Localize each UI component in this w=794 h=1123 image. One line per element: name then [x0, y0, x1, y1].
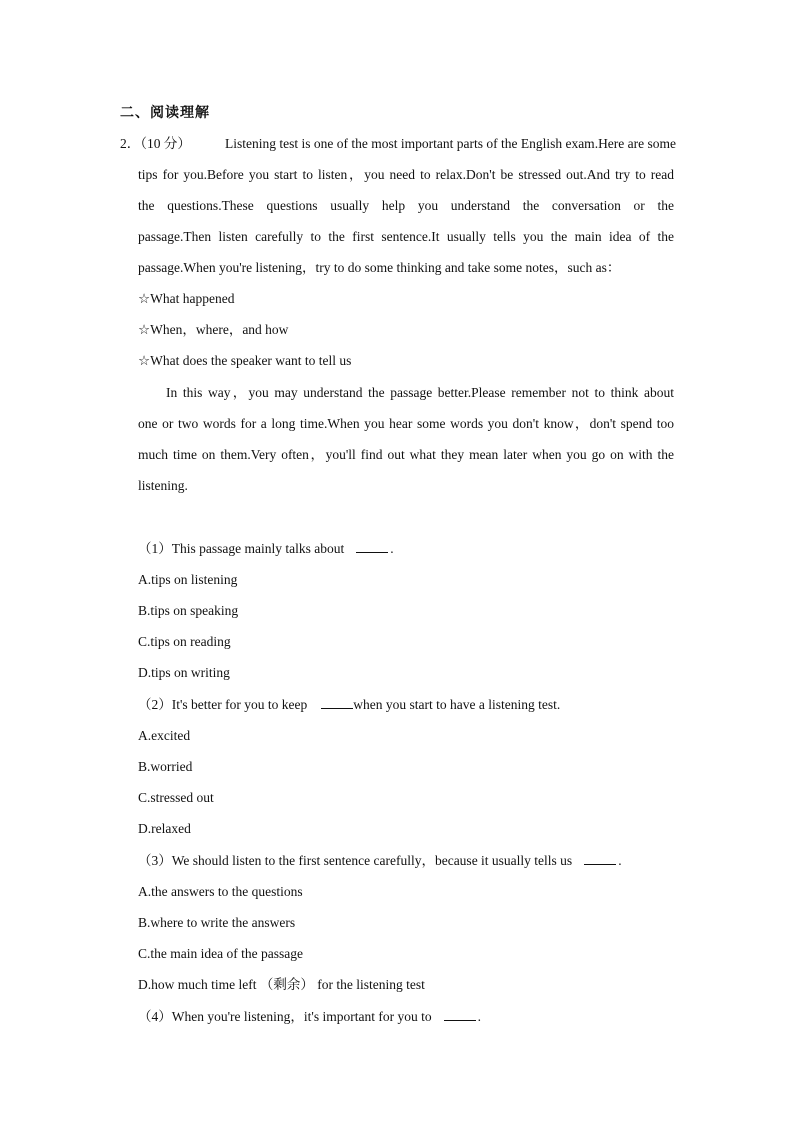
passage-line: one or two words for a long time.When you hear some words you don't know，don't spend too — [138, 416, 674, 431]
passage-line: Listening test is one of the most important parts of the English exam.Here are some — [225, 136, 677, 151]
option: B.where to write the answers — [138, 915, 296, 930]
option: A.the answers to the questions — [138, 884, 303, 899]
sub-question-stem — [138, 539, 394, 559]
option: D.tips on writing — [138, 665, 230, 680]
stem-text: （1）This passage mainly talks about — [138, 541, 345, 556]
question-score: （10 分） — [140, 136, 191, 151]
passage-line: passage.Then listen carefully to the first sentence.It usually tells you the main idea of the — [138, 229, 674, 244]
sub-question-stem — [138, 1007, 481, 1027]
stem-text: . — [618, 853, 622, 868]
passage-line: tips for you.Before you start to listen，you need to relax.Don't be stressed out.And try to read — [138, 167, 674, 182]
passage-line: listening. — [138, 478, 188, 493]
sub-question-stem — [138, 695, 560, 715]
answer-blank — [584, 852, 616, 865]
question-number-label: 2． — [120, 136, 141, 151]
answer-blank — [444, 1008, 476, 1021]
option: A.tips on listening — [138, 572, 238, 587]
option: D.how much time left （剩余） for the listening test — [138, 977, 425, 992]
stem-text: . — [477, 1009, 481, 1024]
passage-line: the questions.These questions usually help you understand the conversation or the — [138, 198, 674, 213]
section-title: 二、阅读理解 — [120, 105, 210, 121]
option: C.stressed out — [138, 790, 214, 805]
option: C.tips on reading — [138, 634, 231, 649]
option: A.excited — [138, 728, 191, 743]
stem-text: （3）We should listen to the first sentence carefully，because it usually tells us — [138, 853, 573, 868]
passage-line: passage.When you're listening，try to do some thinking and take some notes，such as： — [138, 260, 621, 275]
stem-text: . — [390, 541, 394, 556]
sub-question-stem — [138, 851, 622, 871]
option: B.worried — [138, 759, 193, 774]
question-number — [120, 134, 191, 154]
stem-text: （4）When you're listening，it's important for you to — [138, 1009, 432, 1024]
stem-text: when you start to have a listening test. — [353, 697, 561, 712]
bullet-item: ☆What does the speaker want to tell us — [138, 353, 352, 368]
bullet-item: ☆When，where，and how — [138, 322, 289, 337]
option: B.tips on speaking — [138, 603, 239, 618]
option: D.relaxed — [138, 821, 191, 836]
answer-blank — [356, 540, 388, 553]
answer-blank — [321, 696, 353, 709]
bullet-item: ☆What happened — [138, 291, 235, 306]
stem-text: （2）It's better for you to keep — [138, 697, 308, 712]
option: C.the main idea of the passage — [138, 946, 303, 961]
passage-line: much time on them.Very often，you'll find out what they mean later when you go on with the — [138, 447, 674, 462]
passage-line: In this way，you may understand the passage better.Please remember not to think about — [166, 385, 674, 400]
